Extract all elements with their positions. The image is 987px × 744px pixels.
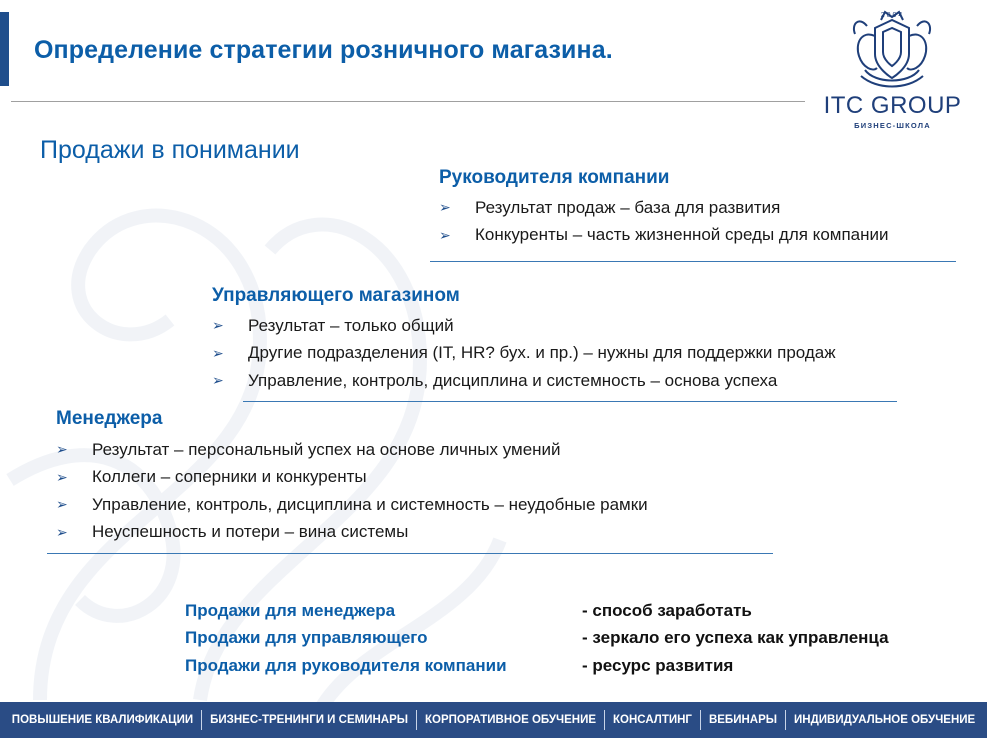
logo-subtitle: БИЗНЕС-ШКОЛА bbox=[854, 121, 931, 130]
title-accent-bar bbox=[0, 12, 9, 86]
list-item: ➢ Конкуренты – часть жизненной среды для компании bbox=[439, 225, 889, 245]
footer-item-consulting: КОНСАЛТИНГ bbox=[613, 714, 692, 726]
slide-title: Определение стратегии розничного магазина. bbox=[34, 36, 613, 64]
list-manager bbox=[56, 436, 648, 546]
section-divider bbox=[430, 261, 956, 262]
summary-block bbox=[185, 597, 889, 680]
list-item: ➢ Управление, контроль, дисциплина и системность – основа успеха bbox=[212, 370, 778, 390]
summary-right: - ресурс развития bbox=[582, 655, 734, 675]
summary-left: Продажи для менеджера bbox=[185, 600, 396, 620]
arrow-bullet-icon: ➢ bbox=[212, 372, 224, 389]
section-heading-company-head: Руководителя компании bbox=[439, 167, 670, 188]
footer-item-webinars: ВЕБИНАРЫ bbox=[708, 714, 777, 726]
list-item: ➢ Коллеги – соперники и конкуренты bbox=[56, 467, 367, 487]
arrow-bullet-icon: ➢ bbox=[56, 496, 68, 513]
list-company-head bbox=[439, 194, 889, 249]
summary-row bbox=[185, 625, 889, 653]
summary-row bbox=[185, 597, 889, 625]
arrow-bullet-icon: ➢ bbox=[212, 317, 224, 334]
arrow-bullet-icon: ➢ bbox=[56, 523, 68, 540]
summary-right: - зеркало его успеха как управленца bbox=[582, 628, 889, 648]
list-item: ➢ Неуспешность и потери – вина системы bbox=[56, 522, 409, 542]
arrow-bullet-icon: ➢ bbox=[56, 468, 68, 485]
list-item: ➢ Другие подразделения (IT, HR? бух. и пр.) – нужны для поддержки продаж bbox=[212, 343, 836, 363]
section-divider bbox=[243, 401, 897, 402]
section-heading-store-manager: Управляющего магазином bbox=[212, 285, 460, 306]
summary-row bbox=[185, 652, 889, 680]
arrow-bullet-icon: ➢ bbox=[439, 199, 451, 216]
footer-item-qualification: ПОВЫШЕНИЕ КВАЛИФИКАЦИИ bbox=[11, 714, 194, 726]
subtitle: Продажи в понимании bbox=[40, 136, 300, 164]
footer-bar bbox=[0, 702, 987, 738]
title-divider bbox=[11, 101, 805, 102]
summary-right: - способ заработать bbox=[582, 600, 752, 620]
summary-left: Продажи для руководителя компании bbox=[185, 655, 507, 675]
footer-item-individual: ИНДИВИДУАЛЬНОЕ ОБУЧЕНИЕ bbox=[794, 714, 976, 726]
footer-item-trainings: БИЗНЕС-ТРЕНИНГИ И СЕМИНАРЫ bbox=[210, 714, 408, 726]
logo-year: 2004 bbox=[880, 12, 905, 19]
list-item: ➢ Результат – только общий bbox=[212, 315, 454, 335]
arrow-bullet-icon: ➢ bbox=[439, 226, 451, 243]
arrow-bullet-icon: ➢ bbox=[56, 441, 68, 458]
arrow-bullet-icon: ➢ bbox=[212, 344, 224, 361]
footer-item-corporate: КОРПОРАТИВНОЕ ОБУЧЕНИЕ bbox=[425, 714, 597, 726]
itc-group-logo bbox=[820, 6, 965, 132]
summary-left: Продажи для управляющего bbox=[185, 628, 428, 648]
list-item: ➢ Результат продаж – база для развития bbox=[439, 197, 781, 217]
list-item: ➢ Управление, контроль, дисциплина и системность – неудобные рамки bbox=[56, 494, 648, 514]
section-divider bbox=[47, 553, 773, 554]
logo-name: ITC GROUP bbox=[823, 92, 962, 119]
section-heading-manager: Менеджера bbox=[56, 408, 163, 429]
list-item: ➢ Результат – персональный успех на основе личных умений bbox=[56, 439, 561, 459]
list-store-manager bbox=[212, 312, 836, 395]
